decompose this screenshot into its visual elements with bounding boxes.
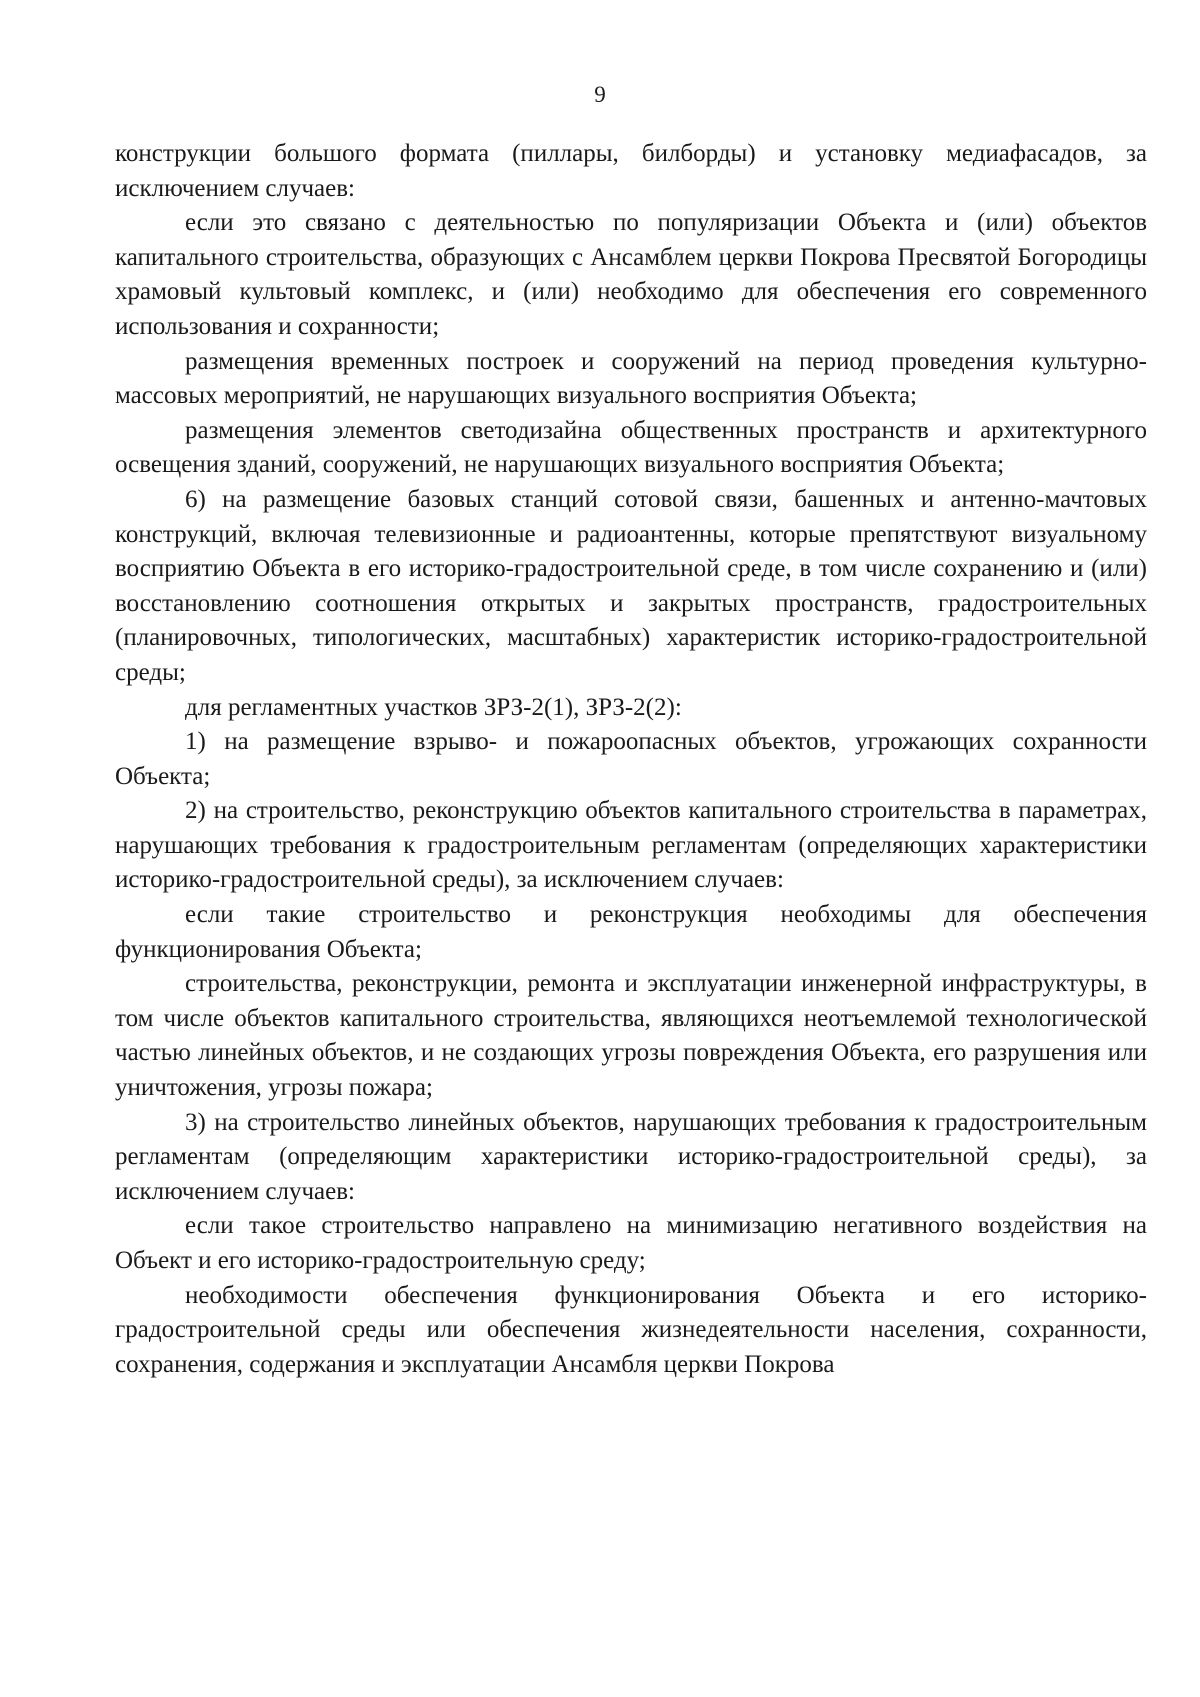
paragraph: 3) на строительство линейных объектов, нарушающих требования к градостроительным регламентам (определяющим характеристики историко-градостроительной среды), за исключением случаев: xyxy=(115,1108,1147,1205)
page-number: 9 xyxy=(594,82,606,107)
paragraph: 2) на строительство, реконструкцию объектов капитального строительства в параметрах, нарушающих требования к градостроительным регламентам (определяющих характеристики историко-градостроительной среды), за исключением случаев: xyxy=(115,797,1147,894)
paragraph: если такие строительство и реконструкция необходимы для обеспечения функционирования Объекта; xyxy=(115,901,1147,963)
paragraph: 1) на размещение взрыво- и пожароопасных объектов, угрожающих сохранности Объекта; xyxy=(115,728,1147,790)
paragraph: строительства, реконструкции, ремонта и эксплуатации инженерной инфраструктуры, в том числе объектов капитального строительства, являющихся неотъемлемой технологической частью линейных объектов, и не создающих угрозы повреждения Объекта, его разрушения или уничтожения, угрозы пожара; xyxy=(115,970,1147,1102)
paragraph-continuation: конструкции большого формата (пиллары, билборды) и установку медиафасадов, за исключением случаев: xyxy=(115,140,1147,202)
paragraph: размещения элементов светодизайна общественных пространств и архитектурного освещения зданий, сооружений, не нарушающих визуального восприятия Объекта; xyxy=(115,416,1147,479)
paragraph: если такое строительство направлено на минимизацию негативного воздействия на Объект и его историко-градостроительную среду; xyxy=(115,1212,1147,1274)
paragraph: 6) на размещение базовых станций сотовой связи, башенных и антенно-мачтовых конструкций, включая телевизионные и радиоантенны, которые препятствуют визуальному восприятию Объекта в его историко-градостроительной среде, в том числе сохранению и (или) восстановлению соотношения открытых и закрытых пространств, градостроительных (планировочных, типологических, масштабных) характеристик историко-градостроительной среды; xyxy=(115,485,1147,686)
paragraph: размещения временных построек и сооружений на период проведения культурно-массовых мероприятий, не нарушающих визуального восприятия Объекта; xyxy=(115,347,1147,410)
paragraph: если это связано с деятельностью по популяризации Объекта и (или) объектов капитального строительства, образующих с Ансамблем церкви Покрова Пресвятой Богородицы храмовый культовый комплекс, и (или) необходимо для обеспечения его современного использования и сохранности; xyxy=(115,209,1147,340)
paragraph: необходимости обеспечения функционирования Объекта и его историко-градостроительной среды или обеспечения жизнедеятельности населения, сохранности, сохранения, содержания и эксплуатации Ансамбля церкви Покрова xyxy=(115,1281,1147,1378)
document-body xyxy=(115,137,1147,1382)
paragraph: для регламентных участков ЗРЗ-2(1), ЗРЗ-2(2): xyxy=(185,693,682,721)
